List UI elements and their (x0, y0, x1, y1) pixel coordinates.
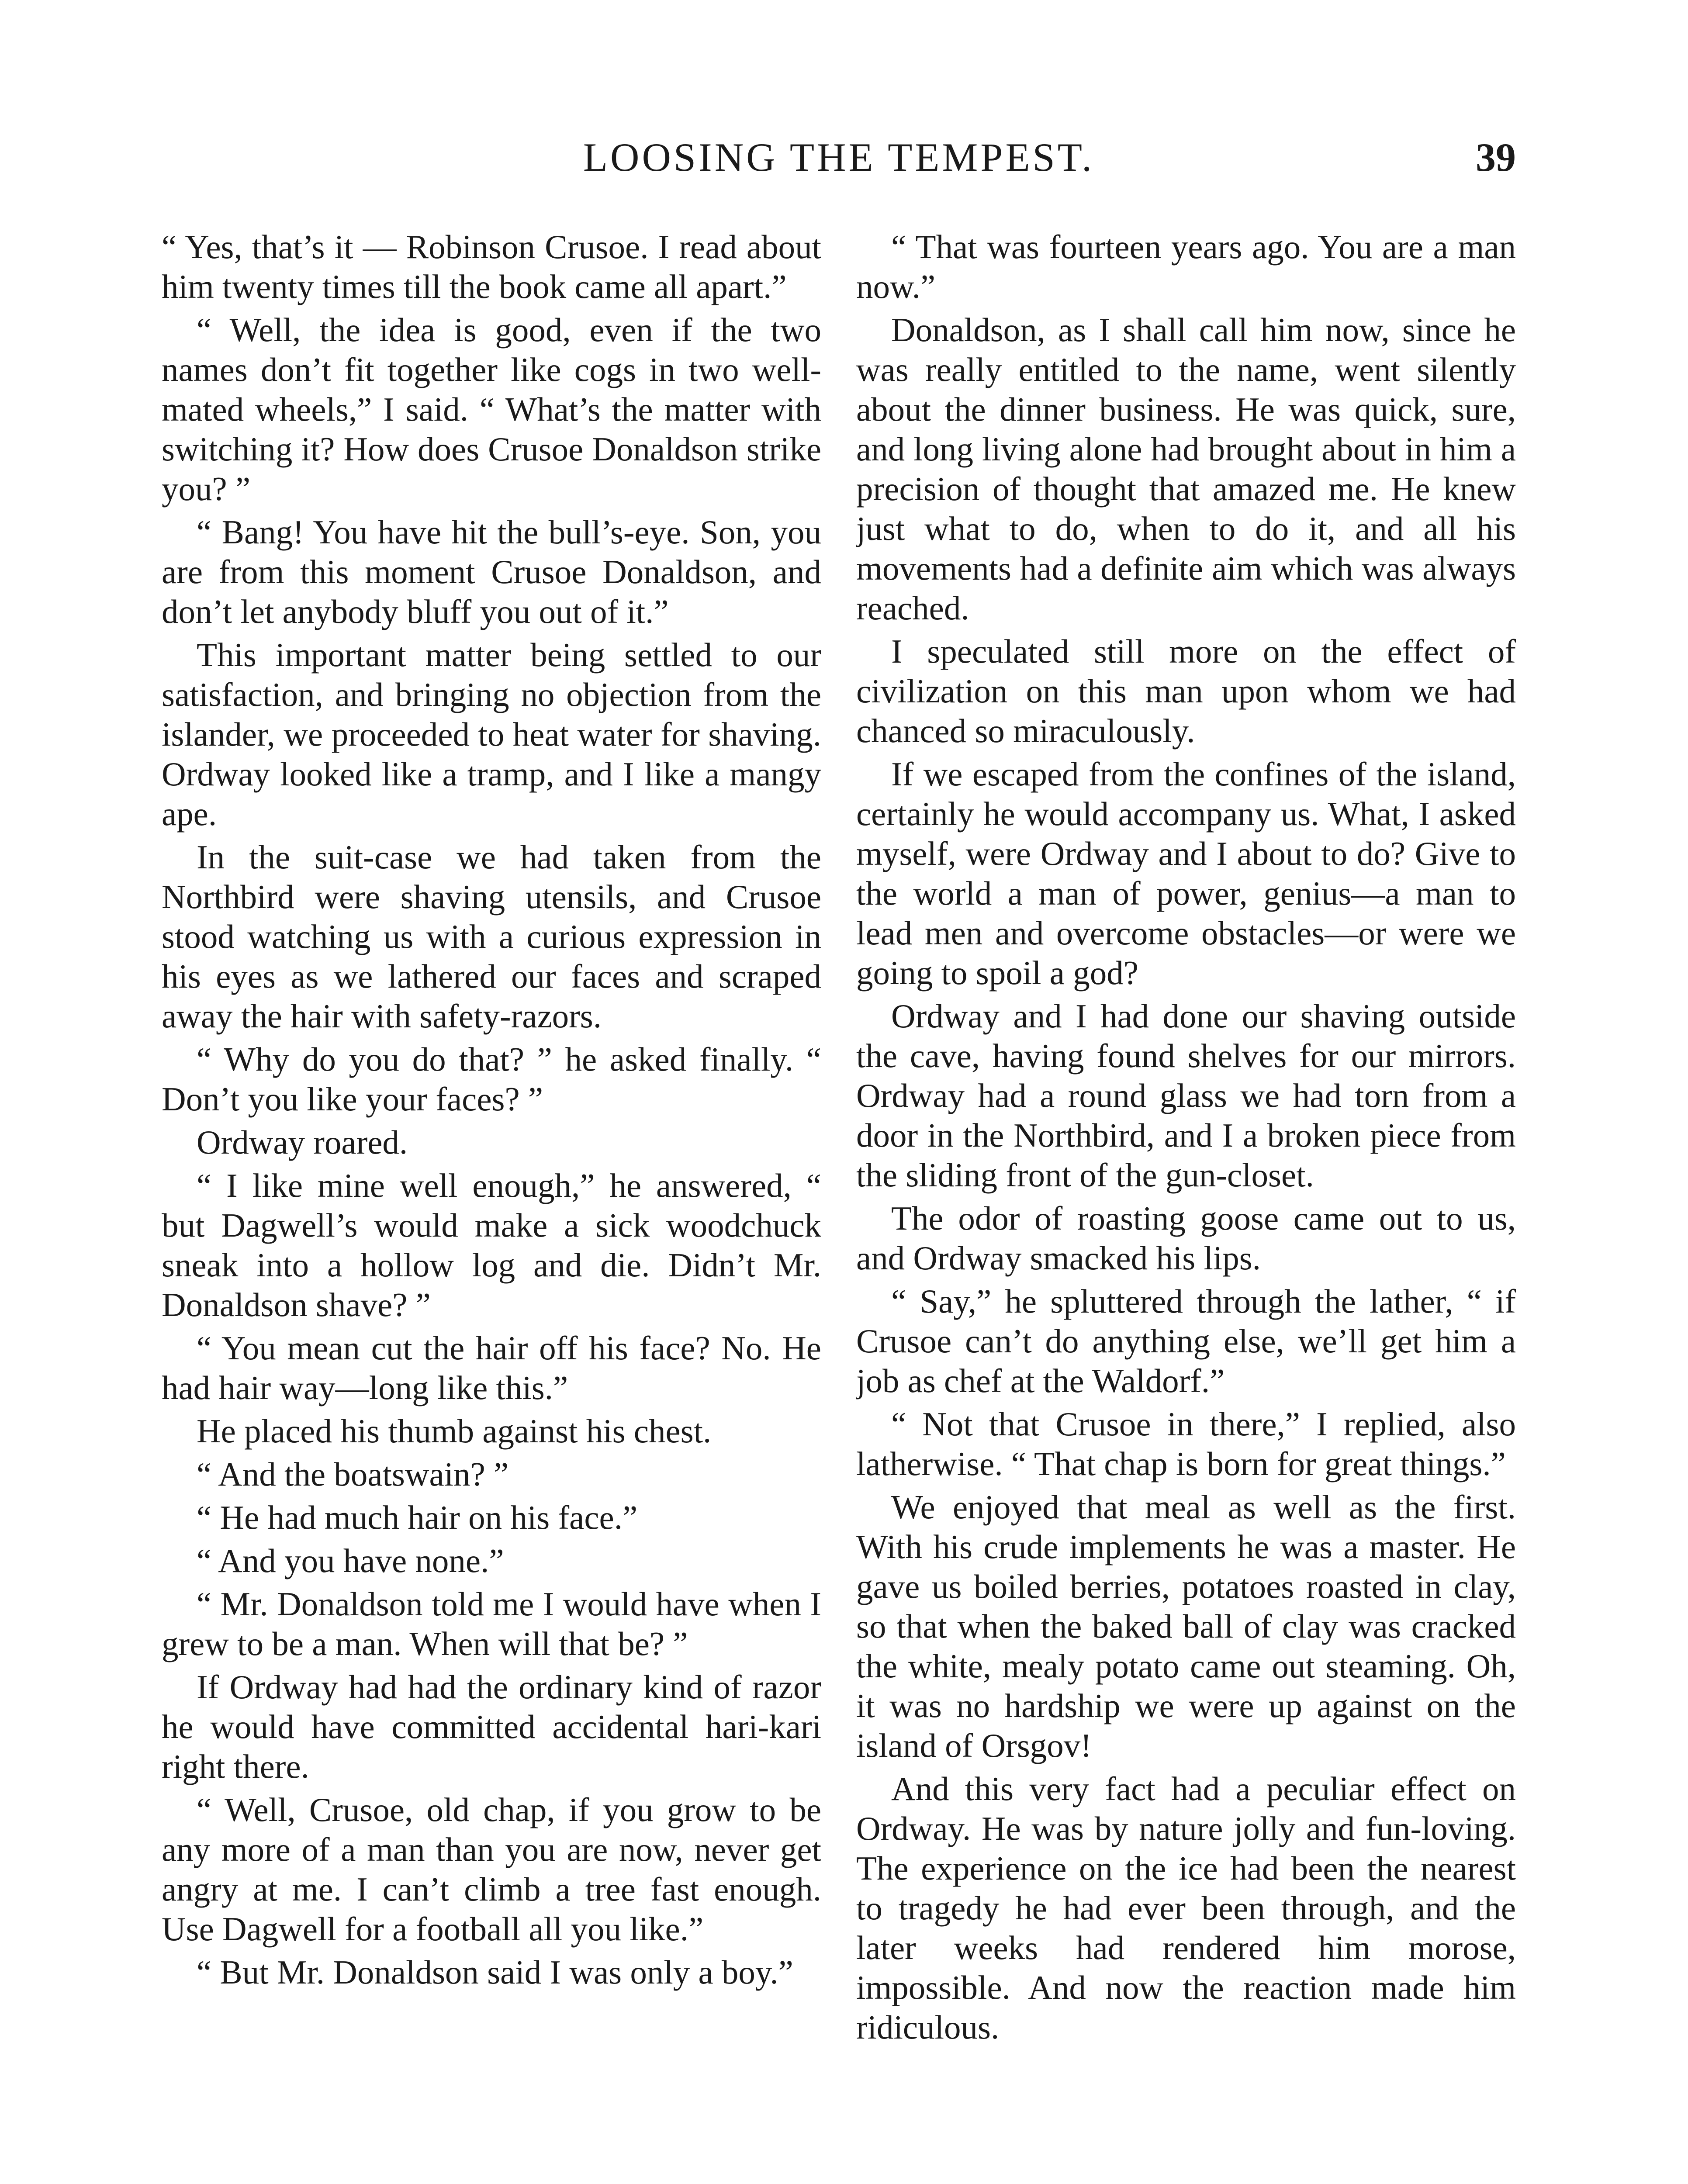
paragraph: We enjoyed that meal as well as the first. With his crude implements he was a master. He gave us boiled berries, potatoes roasted in clay, so that when the baked ball of clay was cracked the white, mealy potato came out steaming. Oh, it was no hardship we were up against on the island of Orsgov! (856, 1488, 1516, 1764)
page-number: 39 (1476, 135, 1516, 180)
paragraph: “ Bang! You have hit the bull’s-eye. Son, you are from this moment Crusoe Donaldson, and don’t let anybody bluff you out of it.” (162, 513, 821, 630)
paragraph: Donaldson, as I shall call him now, since he was really entitled to the name, went silently about the dinner business. He was quick, sure, and long living alone had brought about in him a precision of thought that amazed me. He knew just what to do, when to do it, and all his movements had a definite aim which was always reached. (856, 311, 1516, 627)
paragraph: “ Not that Crusoe in there,” I replied, also latherwise. “ That chap is born for great things.” (856, 1405, 1516, 1482)
paragraph: Ordway and I had done our shaving outside the cave, having found shelves for our mirrors. Ordway had a round glass we had torn from a door in the Northbird, and I a broken piece from the sliding front of the gun-closet. (856, 997, 1516, 1194)
paragraph: In the suit-case we had taken from the Northbird were shaving utensils, and Crusoe stood watching us with a curious expression in his eyes as we lathered our faces and scraped away the hair with safety-razors. (162, 838, 821, 1035)
running-head (162, 131, 1516, 192)
paragraph: “ He had much hair on his face.” (197, 1499, 638, 1536)
paragraph: “ That was fourteen years ago. You are a man now.” (856, 228, 1516, 305)
paragraph: “ Yes, that’s it — Robinson Crusoe. I read about him twenty times till the book came all apart.” (162, 228, 821, 305)
paragraph: Ordway roared. (197, 1123, 408, 1161)
running-title: LOOSING THE TEMPEST. (583, 135, 1095, 180)
paragraph: “ And the boatswain? ” (197, 1455, 509, 1493)
paragraph: He placed his thumb against his chest. (197, 1412, 712, 1450)
paragraph: “ Mr. Donaldson told me I would have when I grew to be a man. When will that be? ” (162, 1585, 821, 1662)
text-columns (162, 227, 1516, 2184)
paragraph: If Ordway had had the ordinary kind of razor he would have committed accidental hari-kari right there. (162, 1668, 821, 1785)
paragraph: This important matter being settled to our satisfaction, and bringing no objection from the islander, we proceeded to heat water for shaving. Ordway looked like a tramp, and I like a mangy ape. (162, 636, 821, 833)
paragraph: I speculated still more on the effect of civilization on this man upon whom we had chanced so miraculously. (856, 632, 1516, 750)
paragraph: “ Say,” he spluttered through the lather, “ if Crusoe can’t do anything else, we’ll get him a job as chef at the Waldorf.” (856, 1282, 1516, 1400)
paragraph: If we escaped from the confines of the island, certainly he would accompany us. What, I asked myself, were Ordway and I about to do? Give to the world a man of power, genius—a man to lead men and overcome obstacles—or were we going to spoil a god? (856, 755, 1516, 992)
paragraph: “ I like mine well enough,” he answered, “ but Dagwell’s would make a sick woodchuck sneak into a hollow log and die. Didn’t Mr. Donaldson shave? ” (162, 1167, 821, 1324)
paragraph: “ And you have none.” (197, 1542, 504, 1579)
right-column (856, 227, 1516, 2184)
paragraph: The odor of roasting goose came out to us, and Ordway smacked his lips. (856, 1199, 1516, 1277)
left-column (162, 227, 821, 2184)
paragraph: “ Well, Crusoe, old chap, if you grow to be any more of a man than you are now, never get angry at me. I can’t climb a tree fast enough. Use Dagwell for a football all you like.” (162, 1791, 821, 1948)
paragraph: “ You mean cut the hair off his face? No. He had hair way—long like this.” (162, 1329, 821, 1406)
paragraph: “ Well, the idea is good, even if the two names don’t fit together like cogs in two well-mated wheels,” I said. “ What’s the matter with switching it? How does Crusoe Donaldson strike you? ” (162, 311, 821, 508)
paragraph: “ Why do you do that? ” he asked finally. “ Don’t you like your faces? ” (162, 1040, 821, 1118)
paragraph: “ But Mr. Donaldson said I was only a boy.” (197, 1953, 793, 1991)
paragraph: And this very fact had a peculiar effect on Ordway. He was by nature jolly and fun-loving. The experience on the ice had been the nearest to tragedy he had ever been through, and the later weeks had rendered him morose, impossible. And now the reaction made him ridiculous. (856, 1770, 1516, 2046)
